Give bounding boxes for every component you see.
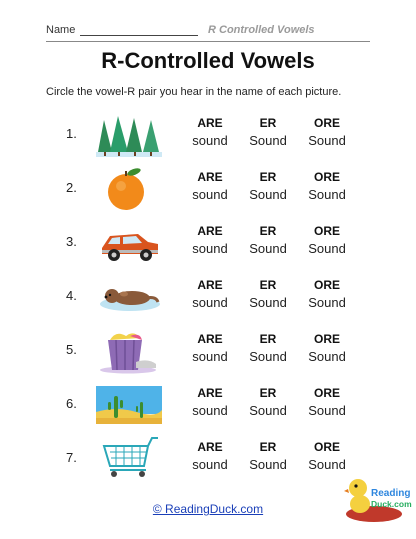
header-divider: [46, 41, 370, 42]
choice-label: ER: [259, 170, 277, 184]
choice-sub-label: Sound: [249, 349, 287, 364]
choice-are[interactable]: [178, 439, 242, 473]
choice-sub-label: Sound: [249, 457, 287, 472]
header-subtitle: R Controlled Vowels: [208, 24, 315, 36]
choice-label: ARE: [197, 440, 223, 454]
choice-ore[interactable]: [295, 385, 359, 419]
question-number: 2.: [66, 180, 77, 195]
choice-ore[interactable]: [295, 169, 359, 203]
shopping-cart-picture: [96, 436, 162, 482]
choice-er[interactable]: [236, 277, 300, 311]
choice-label: ER: [259, 440, 277, 454]
choice-label: ER: [259, 332, 277, 346]
choice-are[interactable]: [178, 331, 242, 365]
choice-er[interactable]: [236, 331, 300, 365]
question-number: 5.: [66, 342, 77, 357]
choice-label: ORE: [313, 386, 340, 400]
choice-are[interactable]: [178, 385, 242, 419]
choice-sub-label: Sound: [249, 133, 287, 148]
choice-er[interactable]: [236, 223, 300, 257]
choice-label: ER: [259, 116, 277, 130]
choice-sub-label: Sound: [308, 241, 346, 256]
choice-sub-label: Sound: [308, 457, 346, 472]
choice-label: ORE: [313, 170, 340, 184]
question-row-5: [0, 328, 416, 378]
choice-are[interactable]: [178, 115, 242, 149]
orange-picture: [96, 166, 162, 212]
question-row-3: [0, 220, 416, 270]
choice-sub-label: Sound: [308, 295, 346, 310]
question-row-2: [0, 166, 416, 216]
name-label: Name: [46, 24, 76, 36]
reading-duck-logo: [344, 474, 412, 524]
question-number: 1.: [66, 126, 77, 141]
choice-sub-label: sound: [192, 295, 228, 310]
logo-text-duck: Duck.com: [371, 499, 412, 509]
question-number: 4.: [66, 288, 77, 303]
otter-picture: [96, 274, 162, 320]
choice-sub-label: sound: [192, 133, 228, 148]
choice-label: ARE: [197, 224, 223, 238]
choice-label: ORE: [313, 278, 340, 292]
choice-label: ER: [259, 386, 277, 400]
choice-sub-label: Sound: [308, 349, 346, 364]
choice-sub-label: sound: [192, 187, 228, 202]
question-row-6: [0, 382, 416, 432]
choice-er[interactable]: [236, 169, 300, 203]
choice-sub-label: Sound: [308, 133, 346, 148]
pine-trees-picture: [96, 112, 162, 158]
name-blank-line[interactable]: [80, 35, 198, 36]
choice-er[interactable]: [236, 115, 300, 149]
choice-label: ER: [259, 224, 277, 238]
question-row-4: [0, 274, 416, 324]
choice-label: ORE: [313, 440, 340, 454]
question-number: 3.: [66, 234, 77, 249]
choice-are[interactable]: [178, 277, 242, 311]
choice-label: ARE: [197, 116, 223, 130]
choice-ore[interactable]: [295, 331, 359, 365]
choice-ore[interactable]: [295, 439, 359, 473]
choice-sub-label: sound: [192, 241, 228, 256]
hamper-picture: [96, 328, 162, 374]
question-number: 6.: [66, 396, 77, 411]
choice-sub-label: Sound: [308, 187, 346, 202]
worksheet-header: [46, 24, 386, 40]
choice-sub-label: sound: [192, 457, 228, 472]
choice-sub-label: Sound: [249, 295, 287, 310]
page-title: R-Controlled Vowels: [101, 48, 315, 73]
choice-ore[interactable]: [295, 277, 359, 311]
choice-label: ARE: [197, 386, 223, 400]
choice-sub-label: sound: [192, 349, 228, 364]
choice-sub-label: Sound: [249, 403, 287, 418]
readingduck-link[interactable]: © ReadingDuck.com: [152, 502, 264, 516]
desert-picture: [96, 382, 162, 428]
choice-label: ORE: [313, 332, 340, 346]
choice-er[interactable]: [236, 439, 300, 473]
choice-label: ARE: [197, 170, 223, 184]
choice-label: ORE: [313, 116, 340, 130]
choice-are[interactable]: [178, 169, 242, 203]
logo-text-reading: Reading: [371, 488, 411, 499]
choice-sub-label: Sound: [308, 403, 346, 418]
instructions: Circle the vowel-R pair you hear in the name of each picture.: [46, 86, 342, 98]
choice-sub-label: Sound: [249, 241, 287, 256]
choice-label: ER: [259, 278, 277, 292]
question-number: 7.: [66, 450, 77, 465]
question-row-1: [0, 112, 416, 162]
choice-are[interactable]: [178, 223, 242, 257]
choice-label: ARE: [197, 332, 223, 346]
choice-sub-label: Sound: [249, 187, 287, 202]
choice-ore[interactable]: [295, 115, 359, 149]
car-picture: [96, 220, 162, 266]
choice-label: ARE: [197, 278, 223, 292]
choice-sub-label: sound: [192, 403, 228, 418]
choice-ore[interactable]: [295, 223, 359, 257]
choice-er[interactable]: [236, 385, 300, 419]
choice-label: ORE: [313, 224, 340, 238]
